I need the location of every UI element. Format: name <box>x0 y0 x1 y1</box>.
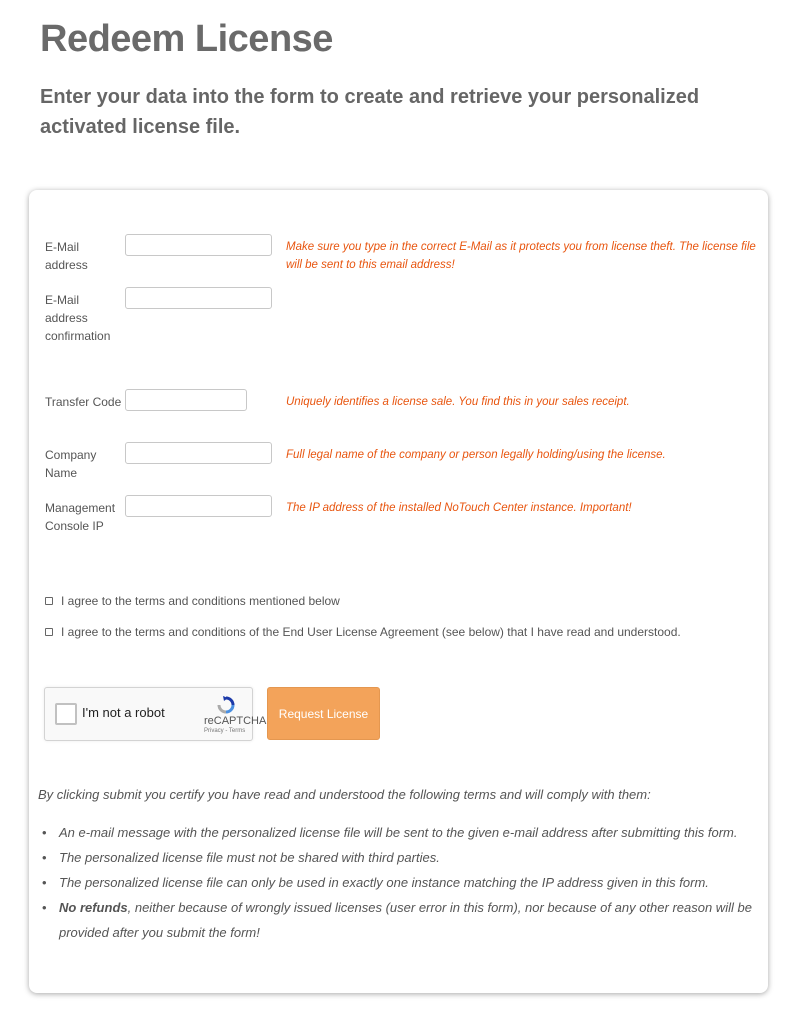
company-name-label: Company Name <box>45 448 97 480</box>
agree-eula-checkbox[interactable] <box>45 628 53 636</box>
request-license-button[interactable]: Request License <box>267 687 380 740</box>
agree-terms-checkbox[interactable] <box>45 597 53 605</box>
agree-terms-label: I agree to the terms and conditions mentioned below <box>61 594 340 608</box>
bullet-icon: • <box>42 900 47 915</box>
recaptcha-label: I'm not a robot <box>82 705 165 720</box>
terms-item <box>38 870 758 895</box>
console-ip-input[interactable] <box>125 495 272 517</box>
terms-item <box>38 845 758 870</box>
terms-item-no-refunds <box>38 895 758 945</box>
license-form-card <box>29 190 768 993</box>
page-title: Redeem License <box>40 18 333 60</box>
terms-item-text: The personalized license file must not be shared with third parties. <box>59 850 440 865</box>
recaptcha-widget <box>44 687 267 741</box>
terms-list <box>38 820 758 945</box>
email-hint: Make sure you type in the correct E-Mail as it protects you from license theft. The license file will be sent to this email address! <box>286 241 756 271</box>
bullet-icon: • <box>42 850 47 865</box>
no-refunds-bold: No refunds <box>59 900 128 915</box>
no-refunds-text: , neither because of wrongly issued licenses (user error in this form), nor because of any other reason will be provided after you submit the form! <box>59 900 752 940</box>
terms-intro: By clicking submit you certify you have read and understood the following terms and will comply with them: <box>38 787 651 802</box>
terms-item <box>38 820 758 845</box>
transfer-code-hint: Uniquely identifies a license sale. You find this in your sales receipt. <box>286 396 630 408</box>
bullet-icon: • <box>42 825 47 840</box>
agree-eula-row[interactable] <box>45 624 681 640</box>
transfer-code-input[interactable] <box>125 389 247 411</box>
recaptcha-brand: reCAPTCHA <box>204 715 267 727</box>
page-subtitle: Enter your data into the form to create and retrieve your personalized activated license file. <box>40 86 700 138</box>
bullet-icon: • <box>42 875 47 890</box>
agree-terms-row[interactable] <box>45 593 340 609</box>
console-ip-label: Management Console IP <box>45 501 116 533</box>
company-name-input[interactable] <box>125 442 272 464</box>
terms-item-text: The personalized license file can only be used in exactly one instance matching the IP address given in this form. <box>59 875 709 890</box>
transfer-code-label: Transfer Code <box>45 395 122 409</box>
company-name-hint: Full legal name of the company or person legally holding/using the license. <box>286 449 666 461</box>
recaptcha-checkbox[interactable] <box>55 703 77 725</box>
email-confirmation-input[interactable] <box>125 287 272 309</box>
email-input[interactable] <box>125 234 272 256</box>
email-label: E-Mail address <box>45 240 88 272</box>
recaptcha-privacy-terms[interactable]: Privacy - Terms <box>204 728 246 734</box>
agree-eula-label: I agree to the terms and conditions of the End User License Agreement (see below) that I have read and understood. <box>61 625 681 639</box>
console-ip-hint: The IP address of the installed NoTouch Center instance. Important! <box>286 502 632 514</box>
terms-item-text: An e-mail message with the personalized license file will be sent to the given e-mail address after submitting this form. <box>59 825 738 840</box>
email-confirmation-label: E-Mail address confirmation <box>45 293 111 343</box>
recaptcha-logo-icon <box>215 696 237 714</box>
